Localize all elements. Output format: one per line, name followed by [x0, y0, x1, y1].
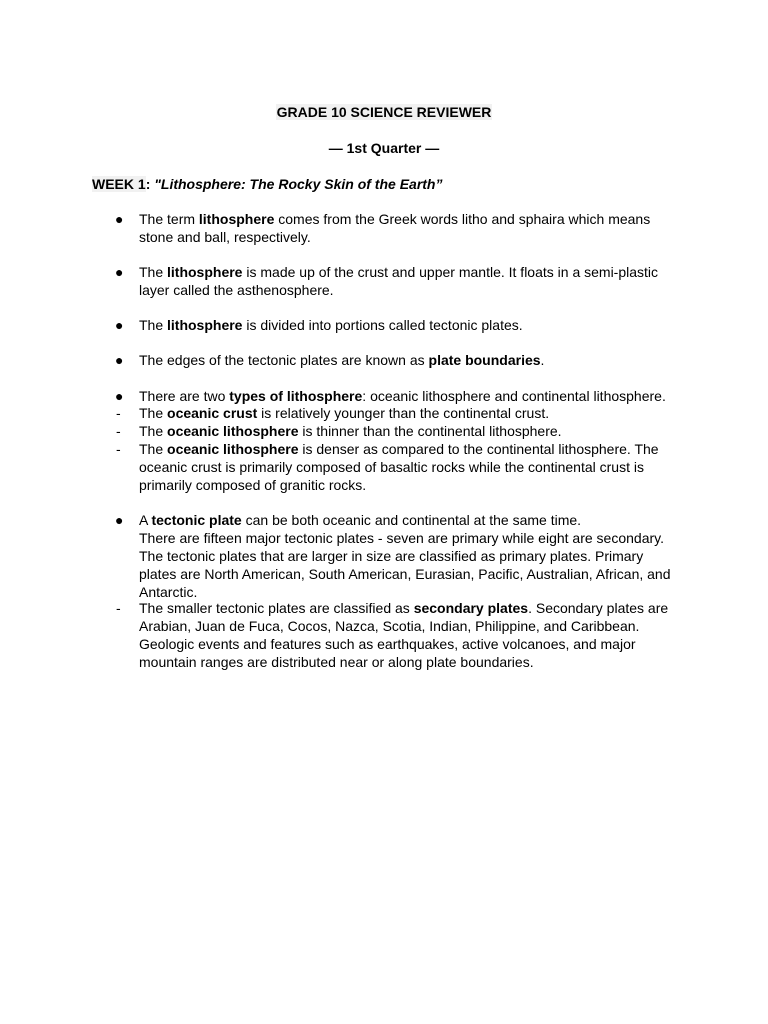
text-segment: The [139, 423, 168, 439]
text-segment: comes from the Greek words litho and sphaira which means stone and ball, respectively. [139, 211, 651, 245]
list-item-text [139, 387, 699, 405]
bullet-marker: ● [115, 264, 124, 280]
bold-term: oceanic lithosphere [167, 441, 299, 457]
bold-term: lithosphere [167, 264, 243, 280]
bold-term: oceanic crust [167, 405, 258, 421]
text-segment: can be both oceanic and continental at the same time. [241, 512, 582, 528]
bold-term: lithosphere [167, 317, 243, 333]
text-segment: is made up of the crust and upper mantle. It floats in a semi-plastic layer called the asthenosphere. [139, 264, 659, 298]
dash-marker: - [116, 600, 121, 616]
bold-term: secondary plates [413, 600, 529, 616]
text-segment: . [540, 352, 545, 368]
text-segment: There are two [139, 388, 230, 404]
list-item-text [139, 210, 684, 246]
week-topic: "Lithosphere: The Rocky Skin of the Earth” [154, 176, 443, 192]
bullet-marker: ● [115, 317, 124, 333]
text-segment: . Secondary plates are Arabian, Juan de Fuca, Cocos, Nazca, Scotia, Indian, Philippine, and Caribbean. Geologic events and features such as earthquakes, active volcanoes, and major mountain ranges are distributed near or along plate boundaries. [139, 600, 669, 670]
dash-marker: - [116, 423, 121, 439]
text-segment: A [139, 512, 152, 528]
list-item-text [139, 263, 684, 299]
text-segment: is thinner than the continental lithosphere. [298, 423, 562, 439]
text-segment: The [139, 317, 168, 333]
text-segment: is relatively younger than the continental crust. [257, 405, 550, 421]
week-heading [92, 175, 442, 193]
bold-term: types of lithosphere [229, 388, 363, 404]
text-segment: The edges of the tectonic plates are known as [139, 352, 429, 368]
bullet-marker: ● [115, 388, 124, 404]
list-item-text [139, 511, 684, 529]
bold-term: plate boundaries [428, 352, 541, 368]
bullet-marker: ● [115, 211, 124, 227]
week-colon: : [145, 176, 155, 192]
text-segment: The smaller tectonic plates are classified as [139, 600, 414, 616]
bold-term: oceanic lithosphere [167, 423, 299, 439]
text-segment: The [139, 264, 168, 280]
text-segment: is denser as compared to the continental lithosphere. The oceanic crust is primarily composed of basaltic rocks while the continental crust is primarily composed of granitic rocks. [139, 441, 659, 493]
list-item-text [139, 440, 684, 494]
dash-marker: - [116, 441, 121, 457]
document-title [0, 103, 768, 121]
list-item-text [139, 422, 684, 440]
quarter-subtitle: — 1st Quarter — [328, 140, 440, 156]
week-label: WEEK 1 [92, 176, 146, 192]
list-item-text [139, 316, 684, 334]
text-segment: : oceanic lithosphere and continental lithosphere. [362, 388, 666, 404]
text-segment: The [139, 405, 168, 421]
text-segment: The [139, 441, 168, 457]
list-item-text [139, 599, 679, 671]
dash-marker: - [116, 405, 121, 421]
bullet-marker: ● [115, 512, 124, 528]
list-item-text [139, 404, 684, 422]
text-segment: There are fifteen major tectonic plates - seven are primary while eight are secondary. The tectonic plates that are larger in size are classified as primary plates. Primary plates are North American, South American, Eurasian, Pacific, Australian, African, and Antarctic. [139, 530, 671, 600]
text-segment: The term [139, 211, 199, 227]
list-item-text [139, 529, 679, 601]
title-text: GRADE 10 SCIENCE REVIEWER [276, 104, 492, 120]
bold-term: tectonic plate [151, 512, 242, 528]
bullet-marker: ● [115, 352, 124, 368]
text-segment: is divided into portions called tectonic plates. [242, 317, 523, 333]
list-item-text [139, 351, 684, 369]
bold-term: lithosphere [198, 211, 275, 227]
